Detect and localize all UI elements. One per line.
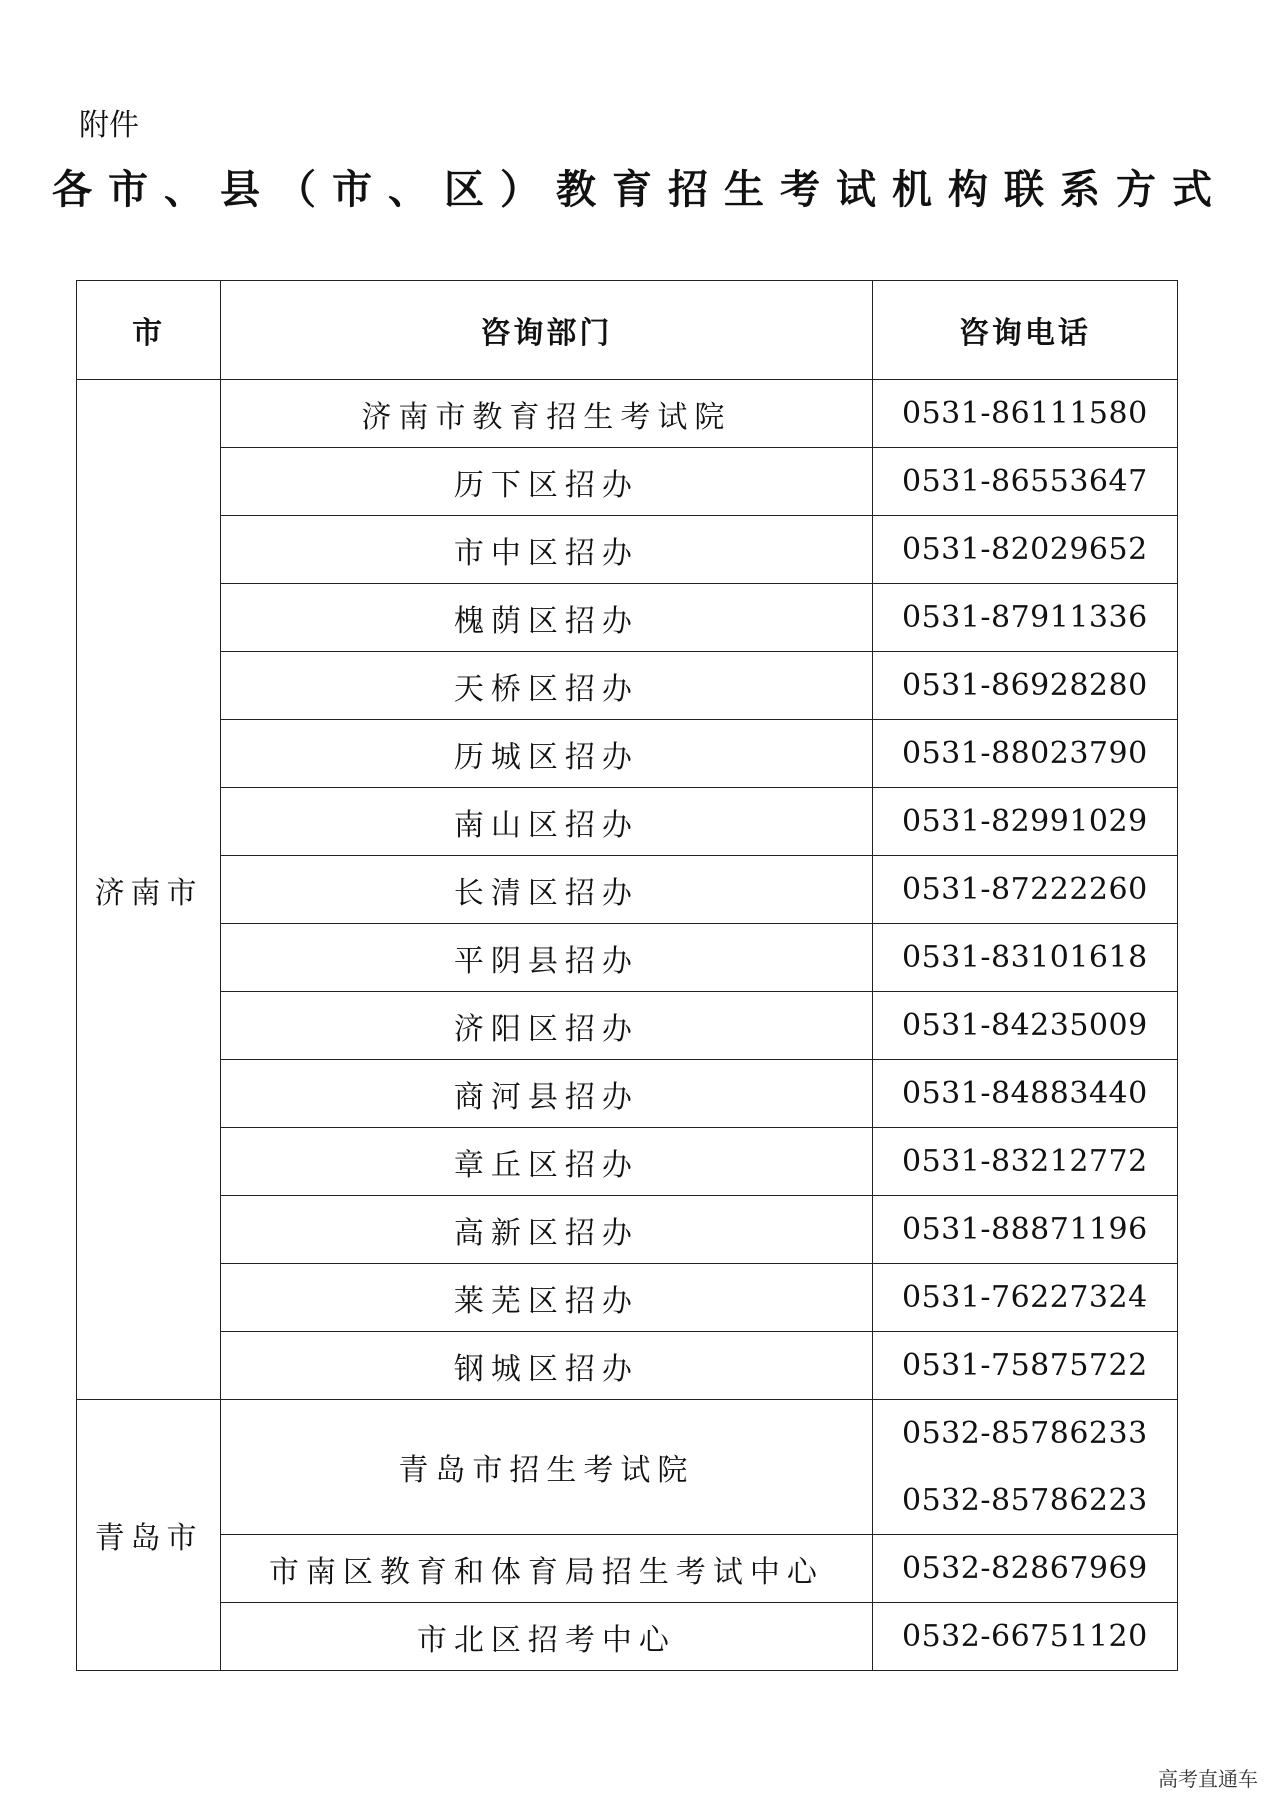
department-cell: 历城区招办 (221, 720, 873, 788)
department-cell: 莱芜区招办 (221, 1264, 873, 1332)
phone-cell (872, 1060, 1177, 1128)
department-cell: 平阴县招办 (221, 924, 873, 992)
phone-number: 0531-84883440 (902, 1076, 1148, 1111)
phone-number: 0531-82991029 (902, 804, 1148, 839)
header-department: 咨询部门 (221, 281, 873, 380)
department-cell: 长清区招办 (221, 856, 873, 924)
table-row (77, 924, 1178, 992)
phone-number: 0531-87222260 (902, 872, 1148, 907)
department-cell: 天桥区招办 (221, 652, 873, 720)
table-row (77, 448, 1178, 516)
phone-cell (872, 788, 1177, 856)
phone-number: 0531-88023790 (902, 736, 1148, 771)
phone-number: 0532-66751120 (902, 1619, 1148, 1654)
table-row (77, 380, 1178, 448)
table-row (77, 992, 1178, 1060)
phone-cell (872, 720, 1177, 788)
phone-number: 0531-83212772 (902, 1144, 1148, 1179)
table-row (77, 516, 1178, 584)
table-row (77, 652, 1178, 720)
table-row (77, 1060, 1178, 1128)
department-cell: 高新区招办 (221, 1196, 873, 1264)
phone-number: 0532-85786223 (902, 1483, 1148, 1518)
phone-cell (872, 1400, 1177, 1535)
department-cell: 章丘区招办 (221, 1128, 873, 1196)
city-cell: 济南市 (77, 380, 221, 1400)
attachment-label: 附件 (79, 108, 139, 143)
phone-number: 0531-88871196 (902, 1212, 1148, 1247)
department-cell: 市北区招考中心 (221, 1603, 873, 1671)
watermark-logo: 高考直通车 (1158, 1767, 1258, 1791)
table-row (77, 1264, 1178, 1332)
department-cell: 南山区招办 (221, 788, 873, 856)
table-row (77, 1128, 1178, 1196)
phone-number: 0531-86928280 (902, 668, 1148, 703)
contact-table (76, 280, 1178, 1671)
table-row (77, 584, 1178, 652)
table-row (77, 856, 1178, 924)
department-cell: 市南区教育和体育局招生考试中心 (221, 1535, 873, 1603)
phone-cell (872, 1264, 1177, 1332)
department-cell: 历下区招办 (221, 448, 873, 516)
phone-cell (872, 856, 1177, 924)
header-phone: 咨询电话 (872, 281, 1177, 380)
phone-number: 0531-76227324 (902, 1280, 1148, 1315)
phone-cell (872, 1128, 1177, 1196)
table-row (77, 788, 1178, 856)
department-cell: 市中区招办 (221, 516, 873, 584)
department-cell: 商河县招办 (221, 1060, 873, 1128)
header-city: 市 (77, 281, 221, 380)
department-cell: 钢城区招办 (221, 1332, 873, 1400)
phone-number: 0531-82029652 (902, 532, 1148, 567)
phone-cell (872, 516, 1177, 584)
phone-cell (872, 1332, 1177, 1400)
phone-number: 0531-84235009 (902, 1008, 1148, 1043)
phone-number: 0531-75875722 (902, 1348, 1148, 1383)
phone-cell (872, 924, 1177, 992)
page-title: 各市、县（市、区）教育招生考试机构联系方式 (52, 166, 1228, 213)
phone-number: 0531-83101618 (902, 940, 1148, 975)
table-header-row (77, 281, 1178, 380)
phone-number: 0532-85786233 (902, 1416, 1148, 1451)
table-body (77, 380, 1178, 1671)
phone-cell (872, 1535, 1177, 1603)
phone-number: 0531-86111580 (902, 396, 1148, 431)
department-cell: 槐荫区招办 (221, 584, 873, 652)
phone-cell (872, 584, 1177, 652)
phone-cell (872, 992, 1177, 1060)
phone-number: 0531-87911336 (902, 600, 1148, 635)
table-row (77, 1400, 1178, 1535)
table-row (77, 1196, 1178, 1264)
phone-cell (872, 1196, 1177, 1264)
phone-cell (872, 1603, 1177, 1671)
phone-cell (872, 380, 1177, 448)
phone-cell (872, 652, 1177, 720)
phone-number: 0532-82867969 (902, 1551, 1148, 1586)
department-cell: 济南市教育招生考试院 (221, 380, 873, 448)
table-row (77, 1535, 1178, 1603)
phone-number: 0531-86553647 (902, 464, 1148, 499)
department-cell: 青岛市招生考试院 (221, 1400, 873, 1535)
table-row (77, 1332, 1178, 1400)
table-row (77, 720, 1178, 788)
table-row (77, 1603, 1178, 1671)
department-cell: 济阳区招办 (221, 992, 873, 1060)
city-cell: 青岛市 (77, 1400, 221, 1671)
phone-cell (872, 448, 1177, 516)
